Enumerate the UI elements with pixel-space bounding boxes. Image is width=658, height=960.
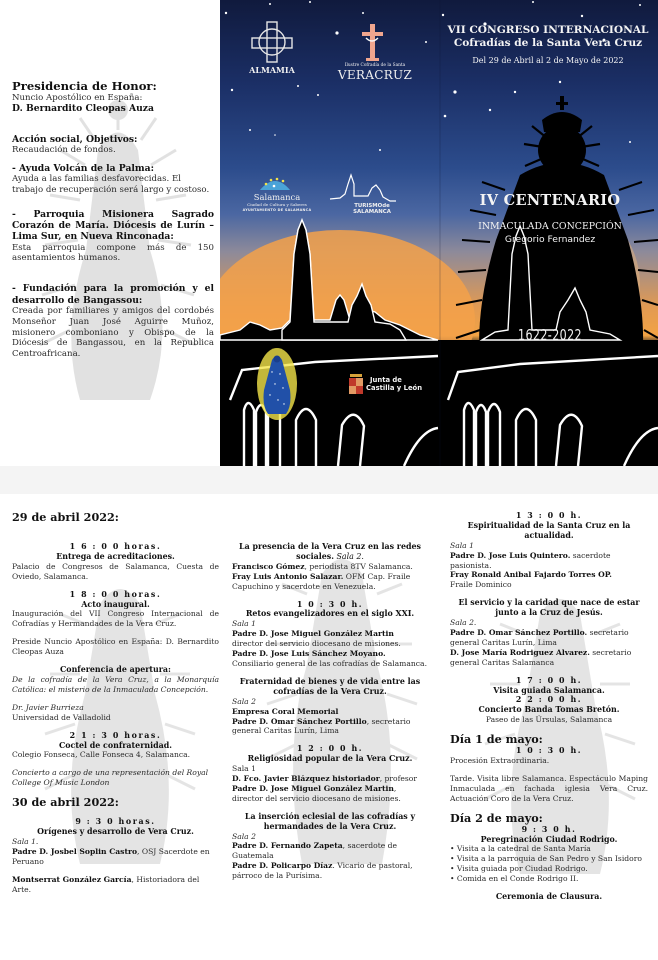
event-time: 1 8 : 0 0 horas. xyxy=(69,589,162,599)
event-time: 1 6 : 0 0 horas. xyxy=(69,542,162,551)
room-label: Sala 2. xyxy=(333,551,364,561)
salamanca-logo-icon xyxy=(260,178,290,190)
speaker xyxy=(232,774,428,784)
speaker-name: Padre D. Jose Miguel González Martin xyxy=(232,629,394,639)
day-heading-2-may: Día 2 de mayo: xyxy=(450,810,543,825)
list-item: • Visita guiada por Ciudad Rodrigo. xyxy=(450,864,648,874)
social-action-text: Recaudación de fondos. xyxy=(12,145,116,156)
event-title: Fraternidad de bienes y de vida entre las cofradías de la Vera Cruz. xyxy=(239,676,421,696)
speaker-name: Fray Ronald Anibal Fajardo Torres OP. xyxy=(450,570,612,580)
program-column-3 xyxy=(450,494,648,960)
speaker-role: secretario general Caritas Lurín, Lima xyxy=(450,627,629,647)
event-time: 1 0 : 3 0 h. xyxy=(515,746,583,756)
event-time: 2 1 : 3 0 horas. xyxy=(69,730,162,740)
veracruz-logo-small-text: Ilustre Cofradía de la Santa xyxy=(344,63,406,68)
speaker-name: D. Jose María Rodriguez Alvarez. xyxy=(450,647,590,657)
event-title: Peregrinación Ciudad Rodrigo. xyxy=(480,834,618,844)
list-item: • Visita a la catedral de Santa María xyxy=(450,844,648,854)
room-label: Sala 1 xyxy=(232,764,256,774)
program-column-1 xyxy=(12,494,219,960)
event-title: Retos evangelizadores en el siglo XXI. xyxy=(245,609,415,619)
speaker-role: sacerdote pasionista. xyxy=(450,550,611,570)
speaker xyxy=(450,551,648,571)
speaker xyxy=(450,648,648,668)
speaker-name: Padre D. Omar Sánchez Portillo. xyxy=(450,627,588,637)
bangassou-text: Creada por familiares y amigos del cordobés Monseñor Juan José Aguirre Muñoz, misionero comboniano y Obispo de la Diócesis de Bangassou, en la Republica Centroafricana. xyxy=(12,305,214,360)
list-item: • Comida en el Conde Rodrigo II. xyxy=(450,874,648,884)
closing-ceremony: Ceremonia de Clausura. xyxy=(495,892,603,902)
honor-name: D. Bernardito Cleopas Auza xyxy=(12,102,154,114)
day-heading-29-april: 29 de abril 2022: xyxy=(12,510,119,524)
congress-dates: Del 29 de Abril al 2 de Mayo de 2022 xyxy=(472,56,624,65)
speaker xyxy=(232,562,428,572)
speaker-name: Padre D. Omar Sánchez Portillo xyxy=(232,716,367,726)
event-time: 1 3 : 0 0 h. xyxy=(515,511,583,520)
speaker xyxy=(232,649,428,669)
speaker-role: , secretario general Caritas Lurín, Lima xyxy=(232,716,411,736)
honor-heading: Presidencia de Honor: xyxy=(12,79,157,93)
brochure-program-sheet xyxy=(0,494,658,960)
author-name: Gregorio Fernandez xyxy=(504,234,596,245)
day-heading-30-april: 30 de abril 2022: xyxy=(12,795,119,810)
event-text: Palacio de Congresos de Salamanca, Cuesta de Oviedo, Salamanca. xyxy=(12,561,219,581)
salamanca-logo-subtitle: Ciudad de Cultura y Saberes xyxy=(247,202,307,207)
speaker xyxy=(12,847,219,867)
speaker xyxy=(232,572,428,592)
almamia-logo-text: ALMAMIA xyxy=(249,65,295,75)
junta-logo-line-1: Junta de xyxy=(370,376,402,384)
speaker-role: , Historiadora del Arte. xyxy=(12,874,200,894)
junta-castilla-leon-logo xyxy=(347,376,422,392)
event-title: Religiosidad popular de la Vera Cruz. xyxy=(247,754,413,764)
speaker-role: , OSJ Sacerdote en Peruano xyxy=(12,846,210,866)
speaker-name: Fray Luis Antonio Salazar. xyxy=(232,571,344,581)
list-item: • Visita a la parroquia de San Pedro y San Isidoro xyxy=(450,854,648,864)
speaker-role: director del servicio diocesano de misiones. xyxy=(232,639,401,649)
speaker xyxy=(232,717,428,737)
speaker xyxy=(232,841,428,861)
event-text: De la cofradía de la Vera Cruz, a la Monarquía Católica: el misterio de la Inmaculada Concepción. xyxy=(12,674,219,694)
event-time: 1 2 : 0 0 h. xyxy=(296,744,364,754)
event-title: Entrega de acreditaciones. xyxy=(56,551,175,561)
salamanca-logo-ayuntamiento: AYUNTAMIENTO DE SALAMANCA xyxy=(242,208,312,212)
congress-title-line-2: Cofradías de la Santa Vera Cruz xyxy=(453,36,643,49)
speaker-name: Padre D. Fernando Zapeta xyxy=(232,841,343,851)
salamanca-logo-name: Salamanca xyxy=(253,192,301,202)
speaker-role: , sacerdote de Guatemala xyxy=(232,841,398,861)
event-title-text: La presencia de la Vera Cruz en las redes sociales. xyxy=(239,542,421,561)
anniversary-years: 1622-2022 xyxy=(517,326,582,344)
event-title: Conferencia de apertura: xyxy=(60,665,171,675)
brochure-front-sheet xyxy=(0,0,658,466)
speaker-role: Consiliario general de las cofradías de Salamanca. xyxy=(232,658,427,668)
speaker-name: Montserrat González García xyxy=(12,874,132,884)
speaker-name: Dr. Javier Burrieza xyxy=(12,702,84,712)
page-separator xyxy=(0,466,658,494)
almamia-logo-icon xyxy=(252,22,292,62)
centenario-title: IV CENTENARIO xyxy=(479,192,621,209)
event-text: Colegio Fonseca, Calle Fonseca 4, Salamanca. xyxy=(12,750,191,760)
room-label: Sala 2 xyxy=(232,696,256,706)
event-title: Acto inaugural. xyxy=(81,599,150,609)
congress-poster xyxy=(220,0,658,466)
room-label: Sala 2 xyxy=(232,831,256,841)
speaker-role: , periodista 8TV Salamanca. xyxy=(304,561,413,571)
speaker xyxy=(12,875,219,895)
event-title: Espiritualidad de la Santa Cruz en la actualidad. xyxy=(467,520,631,540)
speaker-name: Padre D. Jose Luis Sánchez Moyano. xyxy=(232,649,386,659)
event-time: 9 : 3 0 horas. xyxy=(75,817,156,827)
event-text: Inauguración del VII Congreso Internacional de Cofradías y Hermandades de la Vera Cruz. xyxy=(12,609,219,629)
event-title xyxy=(232,542,428,562)
speaker-role: OFM Cap. Fraile Capuchino y sacerdote en Venezuela. xyxy=(232,571,411,591)
program-column-2 xyxy=(232,494,428,960)
event-text: Concierto a cargo de una representación del Royal College Of Music London xyxy=(12,768,209,788)
room-label: Sala 1. xyxy=(12,836,39,846)
event-text: Preside Nuncio Apostólico en España: D. Bernardito Cleopas Auza xyxy=(12,637,219,657)
speaker-name: Padre D. Policarpo Díaz xyxy=(232,861,333,871)
inmaculada-blue-figure-icon xyxy=(257,348,297,420)
speaker xyxy=(450,628,648,648)
speaker-name: Empresa Coral Memorial xyxy=(232,706,339,716)
event-text: Paseo de las Úrsulas, Salamanca xyxy=(485,715,613,725)
event-time: 1 0 : 3 0 h. xyxy=(296,599,364,609)
social-action-heading: Acción social, Objetivos: xyxy=(12,133,138,145)
event-title: Concierto Banda Tomas Bretón. xyxy=(478,705,620,715)
event-time: 9 : 3 0 h. xyxy=(521,824,577,834)
turismo-logo-line-2: SALAMANCA xyxy=(353,209,391,215)
event-title: El servicio y la caridad que nace de estar junto a la Cruz de Jesús. xyxy=(458,598,640,618)
lurin-heading: - Parroquia Misionera Sagrado Corazón de María. Diócesis de Lurín – Lima Sur, en Nueva Rinconada: xyxy=(12,208,214,243)
day-heading-1-may: Día 1 de mayo: xyxy=(450,732,543,747)
palma-text: Ayuda a las familias desfavorecidas. El trabajo de recuperación será largo y costoso. xyxy=(12,174,210,196)
event-time: 1 7 : 0 0 h. xyxy=(515,675,583,685)
speaker-role: secretario general Caritas Salamanca xyxy=(450,647,632,667)
bangassou-heading: - Fundación para la promoción y el desarrollo de Bangassou: xyxy=(12,283,214,306)
speaker-role: , director del servicio diocesano de misiones. xyxy=(232,783,401,803)
pilgrimage-list xyxy=(450,844,648,884)
veracruz-logo-text: VERACRUZ xyxy=(337,68,413,82)
speaker-name: Padre D. Jose Luis Quintero. xyxy=(450,550,571,560)
palma-heading: - Ayuda Volcán de la Palma: xyxy=(12,162,154,174)
event-text: Procesión Extraordinaria. xyxy=(450,756,550,766)
speaker-name: Francisco Gómez xyxy=(232,561,305,571)
lurin-text: Esta parroquia compone más de 150 asentamientos humanos. xyxy=(12,242,214,264)
event-title: La inserción eclesial de las cofradías y hermandades de la Vera Cruz. xyxy=(244,811,416,831)
speaker-affiliation: Universidad de Valladolid xyxy=(12,712,111,722)
event-title: Visita guiada Salamanca. xyxy=(493,685,605,695)
event-text: Tarde. Visita libre Salamanca. Espectáculo Maping Inmaculada en fachada iglesia Vera Cruz. Actuación Coro de la Vera Cruz. xyxy=(450,773,648,803)
speaker-name: D. Fco. Javier Blázquez historiador xyxy=(232,774,380,784)
turismo-logo-line-1: TURISMOde xyxy=(354,203,390,209)
event-time: 2 2 : 0 0 h. xyxy=(515,695,583,705)
speaker-role: , profesor xyxy=(379,774,418,784)
speaker-role: . Vicario de pastoral, párroco de la Purísima. xyxy=(232,861,413,881)
event-title: Coctel de confraternidad. xyxy=(59,740,172,750)
speaker-role: Fraile Dominico xyxy=(450,580,512,590)
junta-logo-line-2: Castilla y León xyxy=(366,384,423,392)
inmaculada-subtitle: INMACULADA CONCEPCIÓN xyxy=(478,221,622,232)
honor-and-social-action-panel xyxy=(0,0,220,466)
congress-title-line-1: VII CONGRESO INTERNACIONAL xyxy=(447,24,649,36)
veracruz-cross-icon xyxy=(362,24,383,61)
room-label: Sala 2. xyxy=(450,618,477,628)
speaker-name: Padre D. Josbel Soplin Castro xyxy=(12,846,138,856)
room-label: Sala 1 xyxy=(450,540,474,550)
honor-line: Nuncio Apostólico en España: xyxy=(12,93,143,103)
speaker-name: Padre D. Jose Miguel González Martin xyxy=(232,783,394,793)
event-title: Orígenes y desarrollo de Vera Cruz. xyxy=(37,827,194,837)
congress-title xyxy=(438,24,658,49)
turismo-skyline-icon xyxy=(330,175,396,201)
speaker xyxy=(232,784,428,804)
speaker xyxy=(232,861,428,881)
room-label: Sala 1 xyxy=(232,619,256,629)
